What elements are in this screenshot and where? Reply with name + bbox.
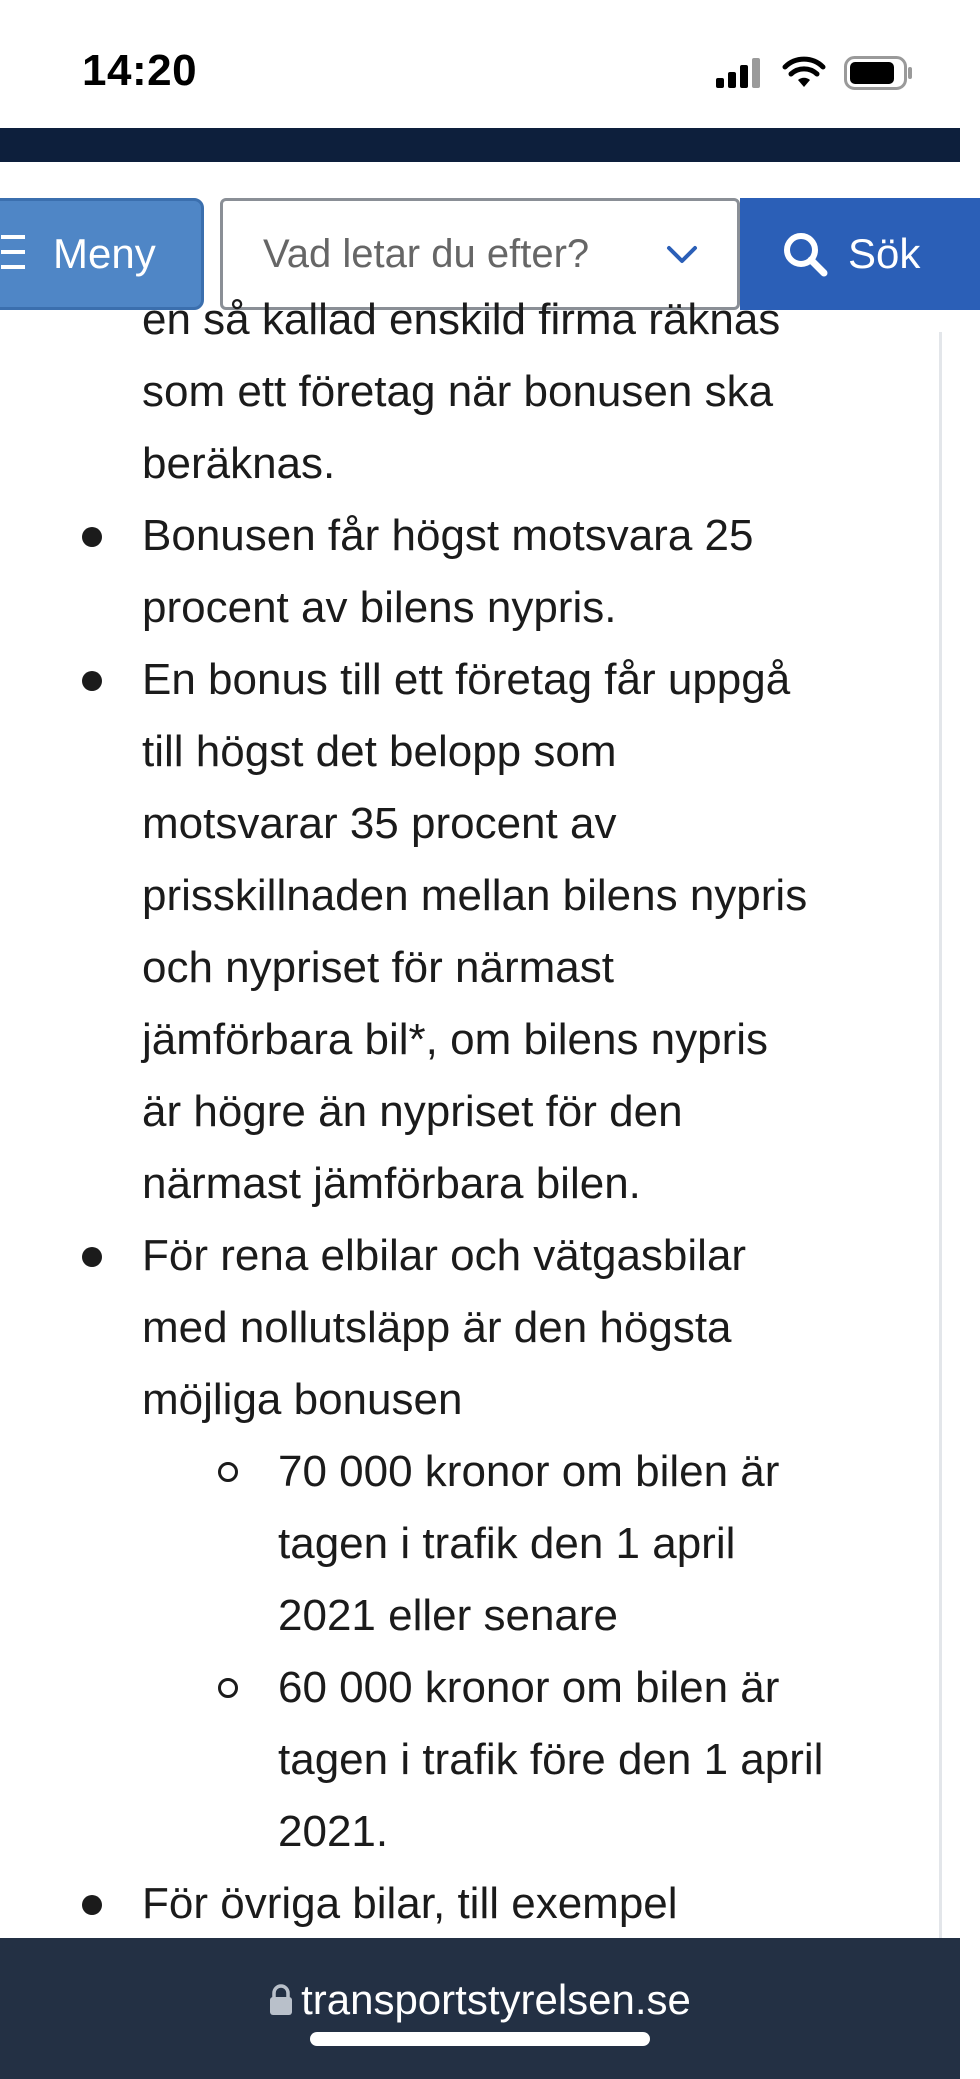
bullet-icon	[82, 1895, 102, 1915]
bullet-icon	[82, 671, 102, 691]
brand-strip	[0, 128, 960, 162]
scroll-rail	[939, 332, 942, 1938]
search-button-label: Sök	[848, 230, 921, 277]
search-icon	[782, 231, 828, 277]
chevron-down-icon[interactable]	[665, 237, 699, 276]
text-line: För övriga bilar, till exempel	[142, 1879, 678, 1928]
text-line: motsvarar 35 procent av	[142, 799, 617, 848]
circle-bullet-icon	[218, 1462, 238, 1482]
text-line: 2021 eller senare	[278, 1591, 619, 1640]
text-line: är högre än nypriset för den	[142, 1087, 683, 1136]
list-item	[0, 500, 912, 644]
text-line: som ett företag när bonusen ska	[142, 367, 774, 416]
search-input[interactable]	[261, 231, 665, 278]
browser-address-bar[interactable]	[0, 1938, 960, 2079]
previous-item-continuation	[142, 284, 912, 500]
home-indicator	[310, 2032, 650, 2046]
text-line: beräknas.	[142, 439, 336, 488]
text-line: Bonusen får högst motsvara 25	[142, 511, 754, 560]
bonus-rules-list	[0, 500, 960, 1940]
circle-bullet-icon	[218, 1678, 238, 1698]
text-line: till högst det belopp som	[142, 727, 617, 776]
article-content	[0, 295, 960, 1938]
status-bar	[0, 0, 960, 128]
wifi-icon	[782, 57, 826, 94]
text-line: närmast jämförbara bilen.	[142, 1159, 641, 1208]
lock-icon	[269, 1984, 293, 2016]
list-item	[0, 1868, 912, 1940]
battery-icon	[844, 56, 914, 95]
text-line: prisskillnaden mellan bilens nypris	[142, 871, 808, 920]
text-line: en så kallad enskild firma räknas	[142, 295, 781, 344]
url-display[interactable]	[0, 1976, 960, 2024]
text-line: och nypriset för närmast	[142, 943, 614, 992]
menu-button-label: Meny	[53, 230, 156, 277]
text-line: 60 000 kronor om bilen är	[278, 1663, 780, 1712]
text-line: tagen i trafik den 1 april	[278, 1519, 736, 1568]
text-line: För rena elbilar och vätgasbilar	[142, 1231, 747, 1280]
status-time: 14:20	[82, 46, 198, 95]
bullet-icon	[82, 527, 102, 547]
status-icons	[716, 56, 914, 95]
hamburger-icon	[1, 232, 31, 277]
bonus-amount-sublist	[0, 1436, 912, 1868]
text-line: tagen i trafik före den 1 april	[278, 1735, 824, 1784]
text-line: möjliga bonusen	[142, 1375, 463, 1424]
text-line: 2021.	[278, 1807, 389, 1856]
list-item	[0, 1220, 912, 1868]
url-text: transportstyrelsen.se	[301, 1976, 691, 2023]
text-line: jämförbara bil*, om bilens nypris	[142, 1015, 769, 1064]
text-line: procent av bilens nypris.	[142, 583, 617, 632]
cellular-signal-icon	[716, 58, 764, 93]
bullet-icon	[82, 1247, 102, 1267]
sublist-item	[0, 1652, 878, 1868]
text-line: 70 000 kronor om bilen är	[278, 1447, 780, 1496]
text-line: En bonus till ett företag får uppgå	[142, 655, 791, 704]
list-item	[0, 644, 912, 1220]
text-line: med nollutsläpp är den högsta	[142, 1303, 732, 1352]
sublist-item	[0, 1436, 878, 1652]
